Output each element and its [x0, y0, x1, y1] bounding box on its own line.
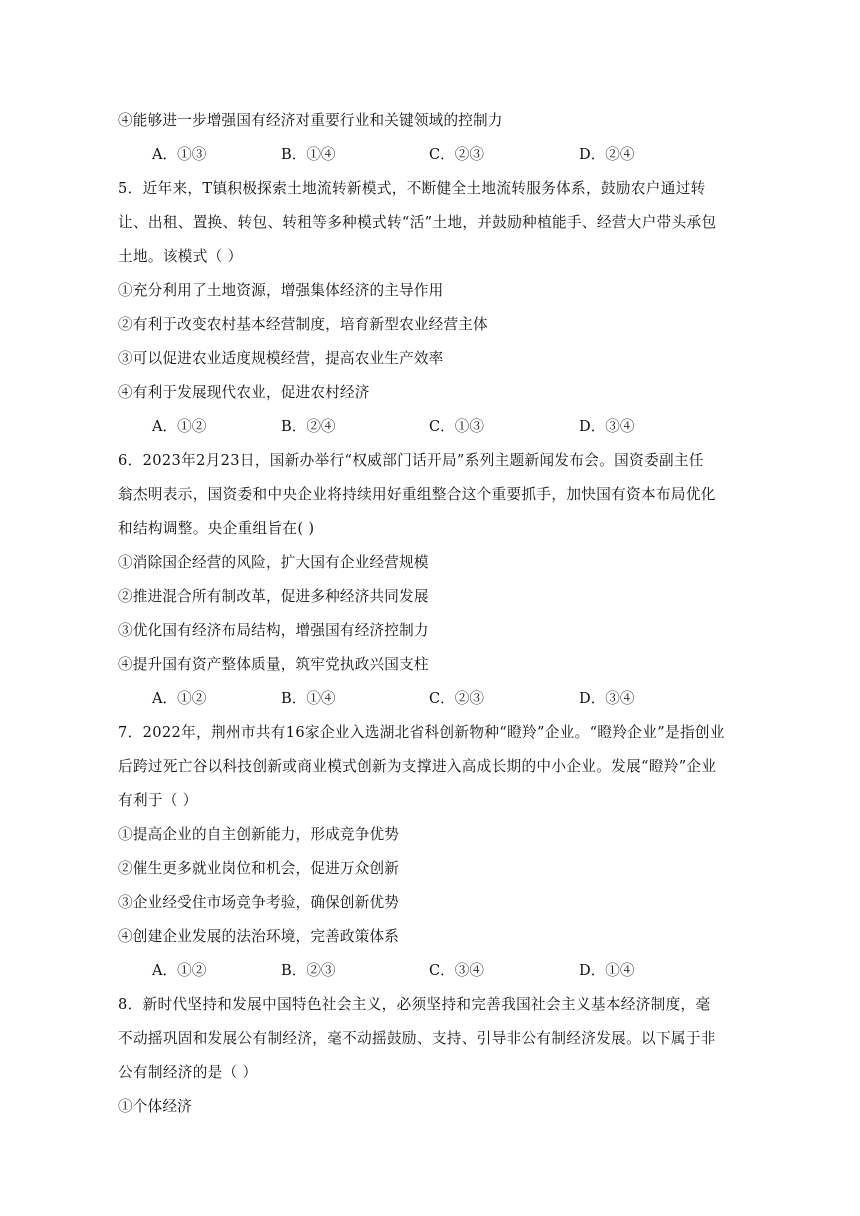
item-option-1: ①提高企业的自主创新能力，形成竞争优势	[118, 826, 400, 843]
item-option-2: ②催生更多就业岗位和机会，促进万众创新	[118, 860, 400, 877]
stem-line: 和结构调整。央企重组旨在( )	[118, 520, 315, 537]
stem-line: 让、出租、置换、转包、转租等多种模式转“活”土地，并鼓励种植能手、经营大户带头承包	[118, 214, 717, 231]
stem-line: 翁杰明表示，国资委和中央企业将持续用好重组整合这个重要抓手，加快国有资本布局优化	[118, 486, 716, 503]
stem-line: 后跨过死亡谷以科技创新或商业模式创新为支撑进入高成长期的中小企业。发展“瞪羚”企业	[118, 758, 717, 775]
option-c[interactable]: C．③④	[429, 962, 484, 979]
question-7	[118, 716, 746, 988]
question-6	[118, 444, 746, 716]
stem-line: 6．2023年2月23日，国新办举行“权威部门话开局”系列主题新闻发布会。国资委副主任	[118, 452, 704, 469]
question-stem	[118, 444, 746, 546]
question-stem	[118, 988, 746, 1090]
option-c[interactable]: C．①③	[429, 418, 484, 435]
stem-line: 有利于（ ）	[118, 792, 198, 809]
option-c[interactable]: C．②③	[429, 146, 484, 163]
option-a[interactable]: A．①②	[152, 962, 207, 979]
option-b[interactable]: B．①④	[281, 690, 336, 707]
item-option-1: ①消除国企经营的风险，扩大国有企业经营规模	[118, 554, 429, 571]
answer-options	[118, 682, 746, 716]
answer-options	[118, 410, 746, 444]
option-d[interactable]: D．②④	[579, 146, 635, 163]
item-option-3: ③可以促进农业适度规模经营，提高农业生产效率	[118, 350, 444, 367]
item-option-1: ①个体经济	[118, 1098, 192, 1115]
option-a[interactable]: A．①②	[152, 418, 207, 435]
option-c[interactable]: C．②③	[429, 690, 484, 707]
item-option-4: ④有利于发展现代农业，促进农村经济	[118, 384, 370, 401]
answer-options	[118, 954, 746, 988]
stem-line: 公有制经济的是（ ）	[118, 1064, 258, 1081]
question-stem	[118, 716, 746, 818]
stem-line: 土地。该模式（ ）	[118, 248, 243, 265]
item-option-3: ③企业经受住市场竞争考验，确保创新优势	[118, 894, 400, 911]
item-option-3: ③优化国有经济布局结构，增强国有经济控制力	[118, 622, 429, 639]
option-a[interactable]: A．①③	[152, 146, 207, 163]
option-d[interactable]: D．③④	[579, 690, 635, 707]
option-d[interactable]: D．①④	[579, 962, 635, 979]
option-d[interactable]: D．③④	[579, 418, 635, 435]
item-option-1: ①充分利用了土地资源，增强集体经济的主导作用	[118, 282, 444, 299]
question-stem	[118, 172, 746, 274]
item-option-2: ②有利于改变农村基本经营制度，培育新型农业经营主体	[118, 316, 488, 333]
item-option-4: ④提升国有资产整体质量，筑牢党执政兴国支柱	[118, 656, 429, 673]
exam-page	[118, 104, 746, 1124]
stem-line: 7．2022年，荆州市共有16家企业入选湖北省科创新物种“瞪羚”企业。“瞪羚企业”是指创业	[118, 724, 725, 741]
stem-line: 5．近年来，T镇积极探索土地流转新模式，不断健全土地流转服务体系，鼓励农户通过转	[118, 180, 706, 197]
question-5	[118, 172, 746, 444]
option-b[interactable]: B．①④	[281, 146, 336, 163]
item-option-2: ②推进混合所有制改革，促进多种经济共同发展	[118, 588, 429, 605]
option-b[interactable]: B．②③	[281, 962, 336, 979]
item-option-4: ④创建企业发展的法治环境，完善政策体系	[118, 928, 400, 945]
option-a[interactable]: A．①②	[152, 690, 207, 707]
stem-line: 8．新时代坚持和发展中国特色社会主义，必须坚持和完善我国社会主义基本经济制度，毫	[118, 996, 711, 1013]
question-8	[118, 988, 746, 1124]
item-option-4: ④能够进一步增强国有经济对重要行业和关键领域的控制力	[118, 112, 503, 129]
answer-options	[118, 138, 746, 172]
stem-line: 不动摇巩固和发展公有制经济，毫不动摇鼓励、支持、引导非公有制经济发展。以下属于非	[118, 1030, 716, 1047]
option-b[interactable]: B．②④	[281, 418, 336, 435]
